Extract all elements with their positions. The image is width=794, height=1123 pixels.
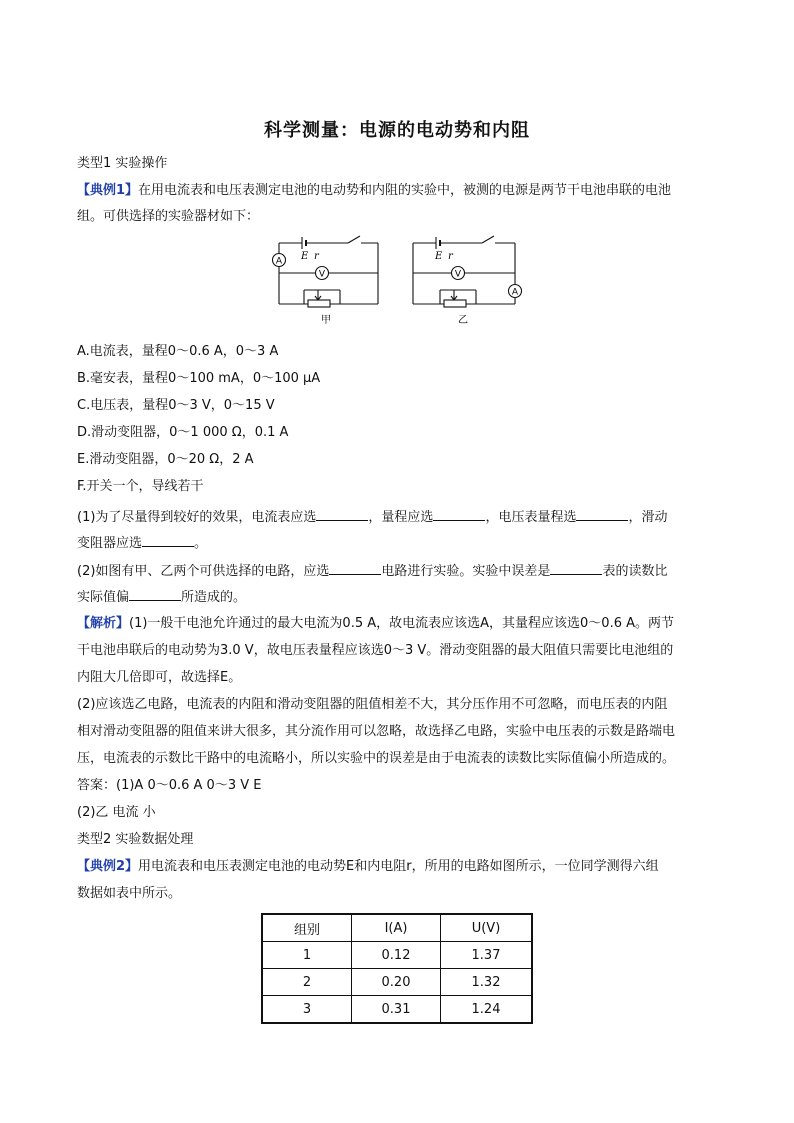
analysis-tag: 【解析】 xyxy=(77,616,130,631)
table-row xyxy=(262,996,532,1024)
example2-line1: 【典例2】用电流表和电压表测定电池的电动势E和内电阻r，所用的电路如图所示，一位同学测得六组 xyxy=(77,859,659,874)
example2-line2: 数据如表中所示。 xyxy=(77,886,182,901)
voltmeter-label-yi: V xyxy=(454,269,462,280)
analysis-line2: 干电池串联后的电动势为3.0 V，故电压表量程应该选0～3 V。滑动变阻器的最大阻值只需要比电池组的 xyxy=(77,643,674,658)
circuit-jia-caption: 甲 xyxy=(321,315,331,326)
section-type1-heading: 类型1 实验操作 xyxy=(77,156,168,171)
answer-blank[interactable] xyxy=(316,506,368,521)
question1-line1: (1)为了尽量得到较好的效果，电流表应选 ，量程应选 ，电压表量程选 ，滑动 xyxy=(77,506,727,527)
circuit-yi-caption: 乙 xyxy=(458,315,468,326)
question1-line2: 变阻器应选 。 xyxy=(77,532,727,553)
table-cell: 3 xyxy=(262,996,352,1024)
table-header-row xyxy=(262,914,532,942)
analysis-line3: 内阻大几倍即可，故选择E。 xyxy=(77,670,242,685)
analysis-line1: 【解析】(1)一般干电池允许通过的最大电流为0.5 A，故电流表应该选A，其量程应该选0～0.6 A。两节 xyxy=(77,616,674,631)
answer-blank[interactable] xyxy=(142,532,194,547)
section-type2-heading: 类型2 实验数据处理 xyxy=(77,832,194,847)
answer-blank[interactable] xyxy=(129,586,181,601)
option-f: F.开关一个，导线若干 xyxy=(77,479,204,494)
answer-blank[interactable] xyxy=(576,506,628,521)
answer-blank[interactable] xyxy=(329,560,381,575)
table-row xyxy=(262,969,532,996)
option-d: D.滑动变阻器，0～1 000 Ω，0.1 A xyxy=(77,425,289,440)
example2-tag: 【典例2】 xyxy=(77,859,139,874)
table-cell: 1 xyxy=(262,942,352,969)
answer-line2: (2)乙 电流 小 xyxy=(77,805,156,820)
answer-blank[interactable] xyxy=(433,506,485,521)
table-cell: 1.24 xyxy=(441,996,533,1024)
r-label-yi: r xyxy=(448,251,453,262)
table-header-cell: 组别 xyxy=(262,914,352,942)
emf-label-jia: E xyxy=(301,251,309,262)
analysis-line5: 相对滑动变阻器的阻值来讲大很多，其分流作用可以忽略，故选择乙电路，实验中电压表的示数是路端电 xyxy=(77,724,676,739)
answer-line1: 答案：(1)A 0～0.6 A 0～3 V E xyxy=(77,778,262,793)
table-cell: 1.32 xyxy=(441,969,533,996)
table-cell: 0.20 xyxy=(352,969,441,996)
voltmeter-label-jia: V xyxy=(318,269,326,280)
table-header-cell: I(A) xyxy=(352,914,441,942)
analysis-line6: 压，电流表的示数比干路中的电流略小，所以实验中的误差是由于电流表的读数比实际值偏小所造成的。 xyxy=(77,751,676,766)
example1-tag: 【典例1】 xyxy=(77,183,139,198)
ammeter-label-yi: A xyxy=(511,287,519,298)
option-b: B.毫安表，量程0～100 mA，0～100 μA xyxy=(77,371,321,386)
answer-blank[interactable] xyxy=(550,560,602,575)
option-c: C.电压表，量程0～3 V，0～15 V xyxy=(77,398,275,413)
option-a: A.电流表，量程0～0.6 A，0～3 A xyxy=(77,344,279,359)
table-cell: 1.37 xyxy=(441,942,533,969)
r-label-jia: r xyxy=(314,251,319,262)
table-row xyxy=(262,942,532,969)
table-header-cell: U(V) xyxy=(441,914,533,942)
ammeter-label-jia: A xyxy=(275,256,283,267)
emf-label-yi: E xyxy=(435,251,443,262)
question2-line1: (2)如图有甲、乙两个可供选择的电路，应选 电路进行实验。实验中误差是 表的读数比 xyxy=(77,560,727,581)
question2-line2: 实际值偏 所造成的。 xyxy=(77,586,727,607)
example1-line2: 组。可供选择的实验器材如下： xyxy=(77,209,260,224)
circuit-diagrams xyxy=(268,232,528,328)
circuit-yi xyxy=(413,236,522,307)
table-cell: 0.12 xyxy=(352,942,441,969)
table-cell: 2 xyxy=(262,969,352,996)
data-table xyxy=(261,913,533,1024)
option-e: E.滑动变阻器，0～20 Ω，2 A xyxy=(77,452,254,467)
example1-line1: 【典例1】在用电流表和电压表测定电池的电动势和内阻的实验中，被测的电源是两节干电池串联的电池 xyxy=(77,183,672,198)
table-cell: 0.31 xyxy=(352,996,441,1024)
analysis-line4: (2)应该选乙电路，电流表的内阻和滑动变阻器的阻值相差不大，其分压作用不可忽略，而电压表的内阻 xyxy=(77,697,668,712)
page-title: 科学测量：电源的电动势和内阻 xyxy=(264,120,530,141)
circuit-jia xyxy=(273,236,379,307)
